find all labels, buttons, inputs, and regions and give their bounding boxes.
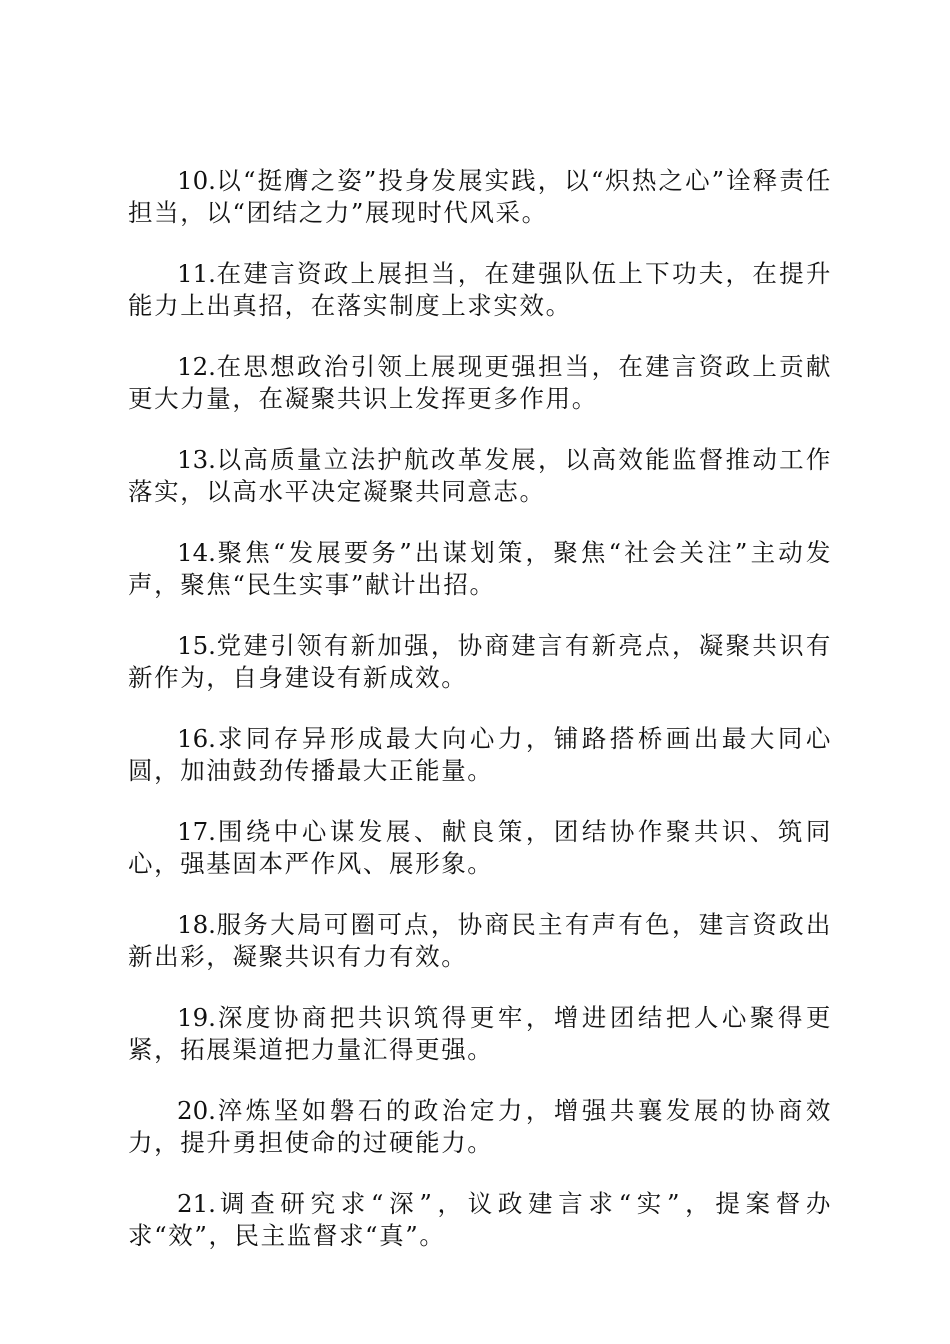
paragraph-number: 11. — [177, 259, 216, 288]
paragraph-19 — [128, 1002, 832, 1066]
paragraph-number: 20. — [177, 1096, 216, 1125]
paragraph-text: 服务大局可圈可点，协商民主有声有色，建言资政出新出彩，凝聚共识有力有效。 — [128, 910, 832, 971]
paragraph-11 — [128, 258, 832, 322]
paragraph-text: 围绕中心谋发展、献良策，团结协作聚共识、筑同心，强基固本严作风、展形象。 — [128, 817, 832, 878]
paragraph-20 — [128, 1095, 832, 1159]
paragraph-number: 16. — [177, 724, 216, 753]
paragraph-number: 12. — [177, 352, 216, 381]
paragraph-15 — [128, 630, 832, 694]
paragraph-10 — [128, 165, 832, 229]
document-body — [128, 165, 832, 1281]
paragraph-number: 17. — [177, 817, 216, 846]
paragraph-number: 10. — [177, 166, 216, 195]
paragraph-text: 调查研究求“深”，议政建言求“实”，提案督办求“效”，民主监督求“真”。 — [128, 1189, 832, 1250]
paragraph-21 — [128, 1188, 832, 1252]
paragraph-16 — [128, 723, 832, 787]
paragraph-text: 在思想政治引领上展现更强担当，在建言资政上贡献更大力量，在凝聚共识上发挥更多作用。 — [128, 352, 832, 413]
paragraph-text: 深度协商把共识筑得更牢，增进团结把人心聚得更紧，拓展渠道把力量汇得更强。 — [128, 1003, 832, 1064]
paragraph-text: 求同存异形成最大向心力，铺路搭桥画出最大同心圆，加油鼓劲传播最大正能量。 — [128, 724, 832, 785]
paragraph-18 — [128, 909, 832, 973]
paragraph-number: 14. — [177, 538, 216, 567]
paragraph-number: 18. — [177, 910, 216, 939]
paragraph-text: 以高质量立法护航改革发展，以高效能监督推动工作落实，以高水平决定凝聚共同意志。 — [128, 445, 832, 506]
paragraph-12 — [128, 351, 832, 415]
paragraph-text: 聚焦“发展要务”出谋划策，聚焦“社会关注”主动发声，聚焦“民生实事”献计出招。 — [128, 538, 832, 599]
paragraph-number: 13. — [177, 445, 216, 474]
paragraph-14 — [128, 537, 832, 601]
paragraph-text: 淬炼坚如磐石的政治定力，增强共襄发展的协商效力，提升勇担使命的过硬能力。 — [128, 1096, 832, 1157]
paragraph-text: 党建引领有新加强，协商建言有新亮点，凝聚共识有新作为，自身建设有新成效。 — [128, 631, 832, 692]
paragraph-text: 以“挺膺之姿”投身发展实践，以“炽热之心”诠释责任担当，以“团结之力”展现时代风采。 — [128, 166, 832, 227]
paragraph-number: 19. — [177, 1003, 216, 1032]
paragraph-17 — [128, 816, 832, 880]
paragraph-text: 在建言资政上展担当，在建强队伍上下功夫，在提升能力上出真招，在落实制度上求实效。 — [128, 259, 832, 320]
paragraph-number: 15. — [177, 631, 216, 660]
paragraph-13 — [128, 444, 832, 508]
paragraph-number: 21. — [177, 1189, 216, 1218]
